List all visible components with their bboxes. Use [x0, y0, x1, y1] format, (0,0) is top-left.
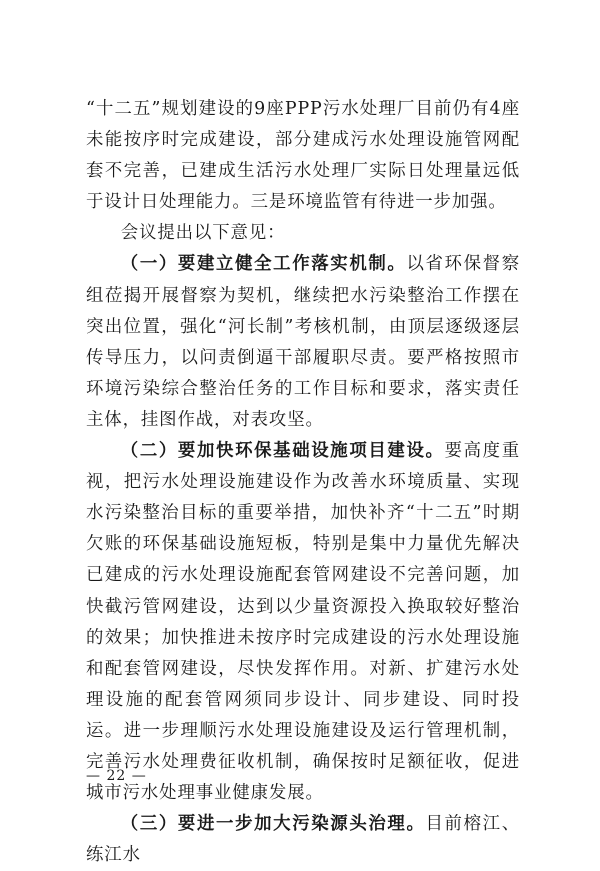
paragraph-5-text: 目前榕江、练江水 [86, 814, 520, 866]
paragraph-3 [86, 249, 520, 436]
paragraph-3-text: 以省环保督察组莅揭开展督察为契机，继续把水污染整治工作摆在突出位置，强化“河长制”考核机制，由顶层逐级逐层传导压力，以问责倒逼干部履职尽责。要严格按照市环境污染综合整治任务的工作目标和要求，落实责任主体，挂图作战，对表攻坚。 [86, 254, 520, 430]
paragraph-5 [86, 809, 520, 871]
paragraph-3-heading: （一）要建立健全工作落实机制。 [120, 254, 407, 275]
paragraph-4 [86, 436, 520, 809]
paragraph-5-heading: （三）要进一步加大污染源头治理。 [120, 814, 426, 835]
paragraph-2 [86, 218, 520, 249]
page-number: — 22 — [86, 768, 147, 784]
body-text [86, 94, 520, 871]
paragraph-2-text: 会议提出以下意见： [120, 223, 286, 244]
paragraph-1-text: “十二五”规划建设的9座PPP污水处理厂目前仍有4座未能按序时完成建设，部分建成污水处理设施管网配套不完善，已建成生活污水处理厂实际日处理量远低于设计日处理能力。三是环境监管有待进一步加强。 [86, 99, 520, 213]
paragraph-4-heading: （二）要加快环保基础设施项目建设。 [120, 441, 445, 462]
paragraph-1 [86, 94, 520, 218]
paragraph-4-text: 要高度重视，把污水处理设施建设作为改善水环境质量、实现水污染整治目标的重要举措，加快补齐“十二五”时期欠账的环保基础设施短板，特别是集中力量优先解决已建成的污水处理设施配套管网建设不完善问题，加快截污管网建设，达到以少量资源投入换取较好整治的效果；加快推进未按序时完成建设的污水处理设施和配套管网建设，尽快发挥作用。对新、扩建污水处理设施的配套管网须同步设计、同步建设、同时投运。进一步理顺污水处理设施建设及运行管理机制，完善污水处理费征收机制，确保按时足额征收，促进城市污水处理事业健康发展。 [86, 441, 520, 804]
